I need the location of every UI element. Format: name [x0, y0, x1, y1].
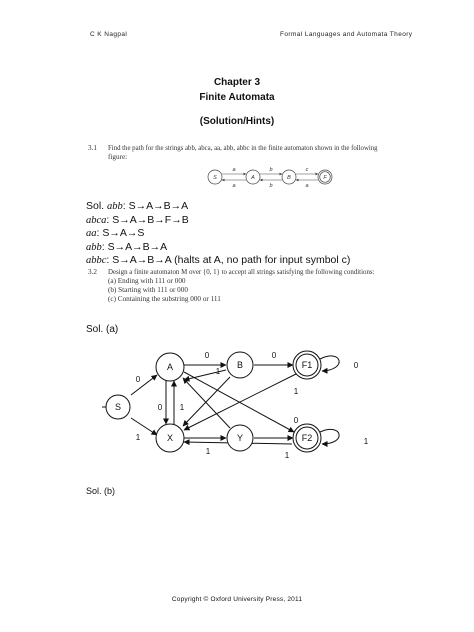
chapter-subtitle: (Solution/Hints) — [199, 116, 275, 127]
state-label: F2 — [301, 433, 313, 443]
input-string: abb — [86, 241, 102, 253]
state-label: S — [213, 175, 217, 181]
solution-line: abbc: S→A→B→A (halts at A, no path for input symbol c) — [86, 254, 351, 267]
header-book-title: Formal Languages and Automata Theory — [280, 31, 413, 38]
question-part: (b) Starting with 111 or 000 — [108, 286, 188, 294]
state-label: S — [114, 402, 122, 412]
edge-label: 1 — [205, 447, 211, 456]
input-string: abca — [86, 214, 107, 226]
edge-label: c — [305, 167, 309, 173]
state-label: X — [166, 433, 174, 443]
edge-label: a — [232, 183, 236, 189]
edge-label: b — [269, 167, 273, 173]
edge-label: 1 — [293, 387, 299, 396]
automaton-figure-3-1 — [195, 162, 345, 192]
edge-label: 1 — [135, 433, 141, 442]
state-path: S→A→S — [102, 227, 145, 240]
solution-line: Sol. abb: S→A→B→A — [86, 200, 189, 212]
edge-label: a — [232, 167, 236, 173]
input-string: abb — [107, 201, 123, 212]
question-number: 3.2 — [88, 268, 97, 276]
footer-copyright: Copyright © Oxford University Press, 2011 — [171, 596, 303, 603]
header-author: C K Nagpal — [90, 31, 128, 38]
edge-label: 0 — [293, 416, 299, 425]
state-label: A — [251, 175, 255, 181]
state-label: A — [166, 362, 174, 372]
edge-label: 0 — [271, 351, 277, 360]
input-string: abbc — [86, 255, 107, 267]
automaton-figure-3-2a — [80, 340, 380, 480]
question-text — [108, 268, 408, 304]
question-text-line: Design a finite automaton M over {0, 1} to accept all strings satisfying the following conditions: — [108, 269, 375, 276]
solution-line: abb: S→A→B→A — [86, 240, 168, 253]
state-path: S→A→B→A — [128, 200, 189, 212]
edge-label: a — [305, 183, 309, 189]
state-path: S→A→B→F→B — [112, 213, 189, 226]
edge-label: 0 — [353, 361, 359, 370]
question-text-line: Find the path for the strings abb, abca, aa, abb, abbc in the finite automaton shown in the following — [108, 145, 378, 152]
question-text-line: figure: — [108, 153, 128, 161]
solution-line: aa: S→A→S — [86, 227, 145, 240]
solution-line: abca: S→A→B→F→B — [86, 213, 189, 226]
state-path: S→A→B→A (halts at A, no path for input symbol c) — [112, 254, 351, 267]
input-string: aa — [86, 228, 97, 240]
edge-label: 1 — [284, 451, 290, 460]
chapter-number: Chapter 3 — [213, 77, 261, 88]
state-label: B — [287, 175, 291, 181]
state-path: S→A→B→A — [107, 240, 168, 253]
state-label: B — [236, 360, 244, 370]
edge-label: 1 — [215, 367, 221, 376]
question-text — [108, 144, 398, 162]
edge-label: 1 — [363, 437, 369, 446]
question-number: 3.1 — [88, 144, 97, 152]
chapter-title: Finite Automata — [199, 92, 275, 103]
question-part: (a) Ending with 111 or 000 — [108, 277, 186, 285]
state-label: Y — [236, 433, 244, 443]
edge-label: 1 — [179, 403, 185, 412]
solution-label: Sol. (b) — [86, 486, 116, 496]
edge-label: b — [269, 183, 273, 189]
solution-label: Sol. (a) — [86, 324, 119, 335]
edge-label: 0 — [135, 375, 141, 384]
state-label: F1 — [301, 360, 313, 370]
state-label: F — [323, 175, 327, 181]
edge-label: 0 — [157, 403, 163, 412]
edge-label: 0 — [204, 351, 210, 360]
solution-label: Sol. — [86, 200, 105, 212]
solution-3-1 — [86, 200, 350, 268]
question-part: (c) Containing the substring 000 or 111 — [108, 295, 221, 303]
